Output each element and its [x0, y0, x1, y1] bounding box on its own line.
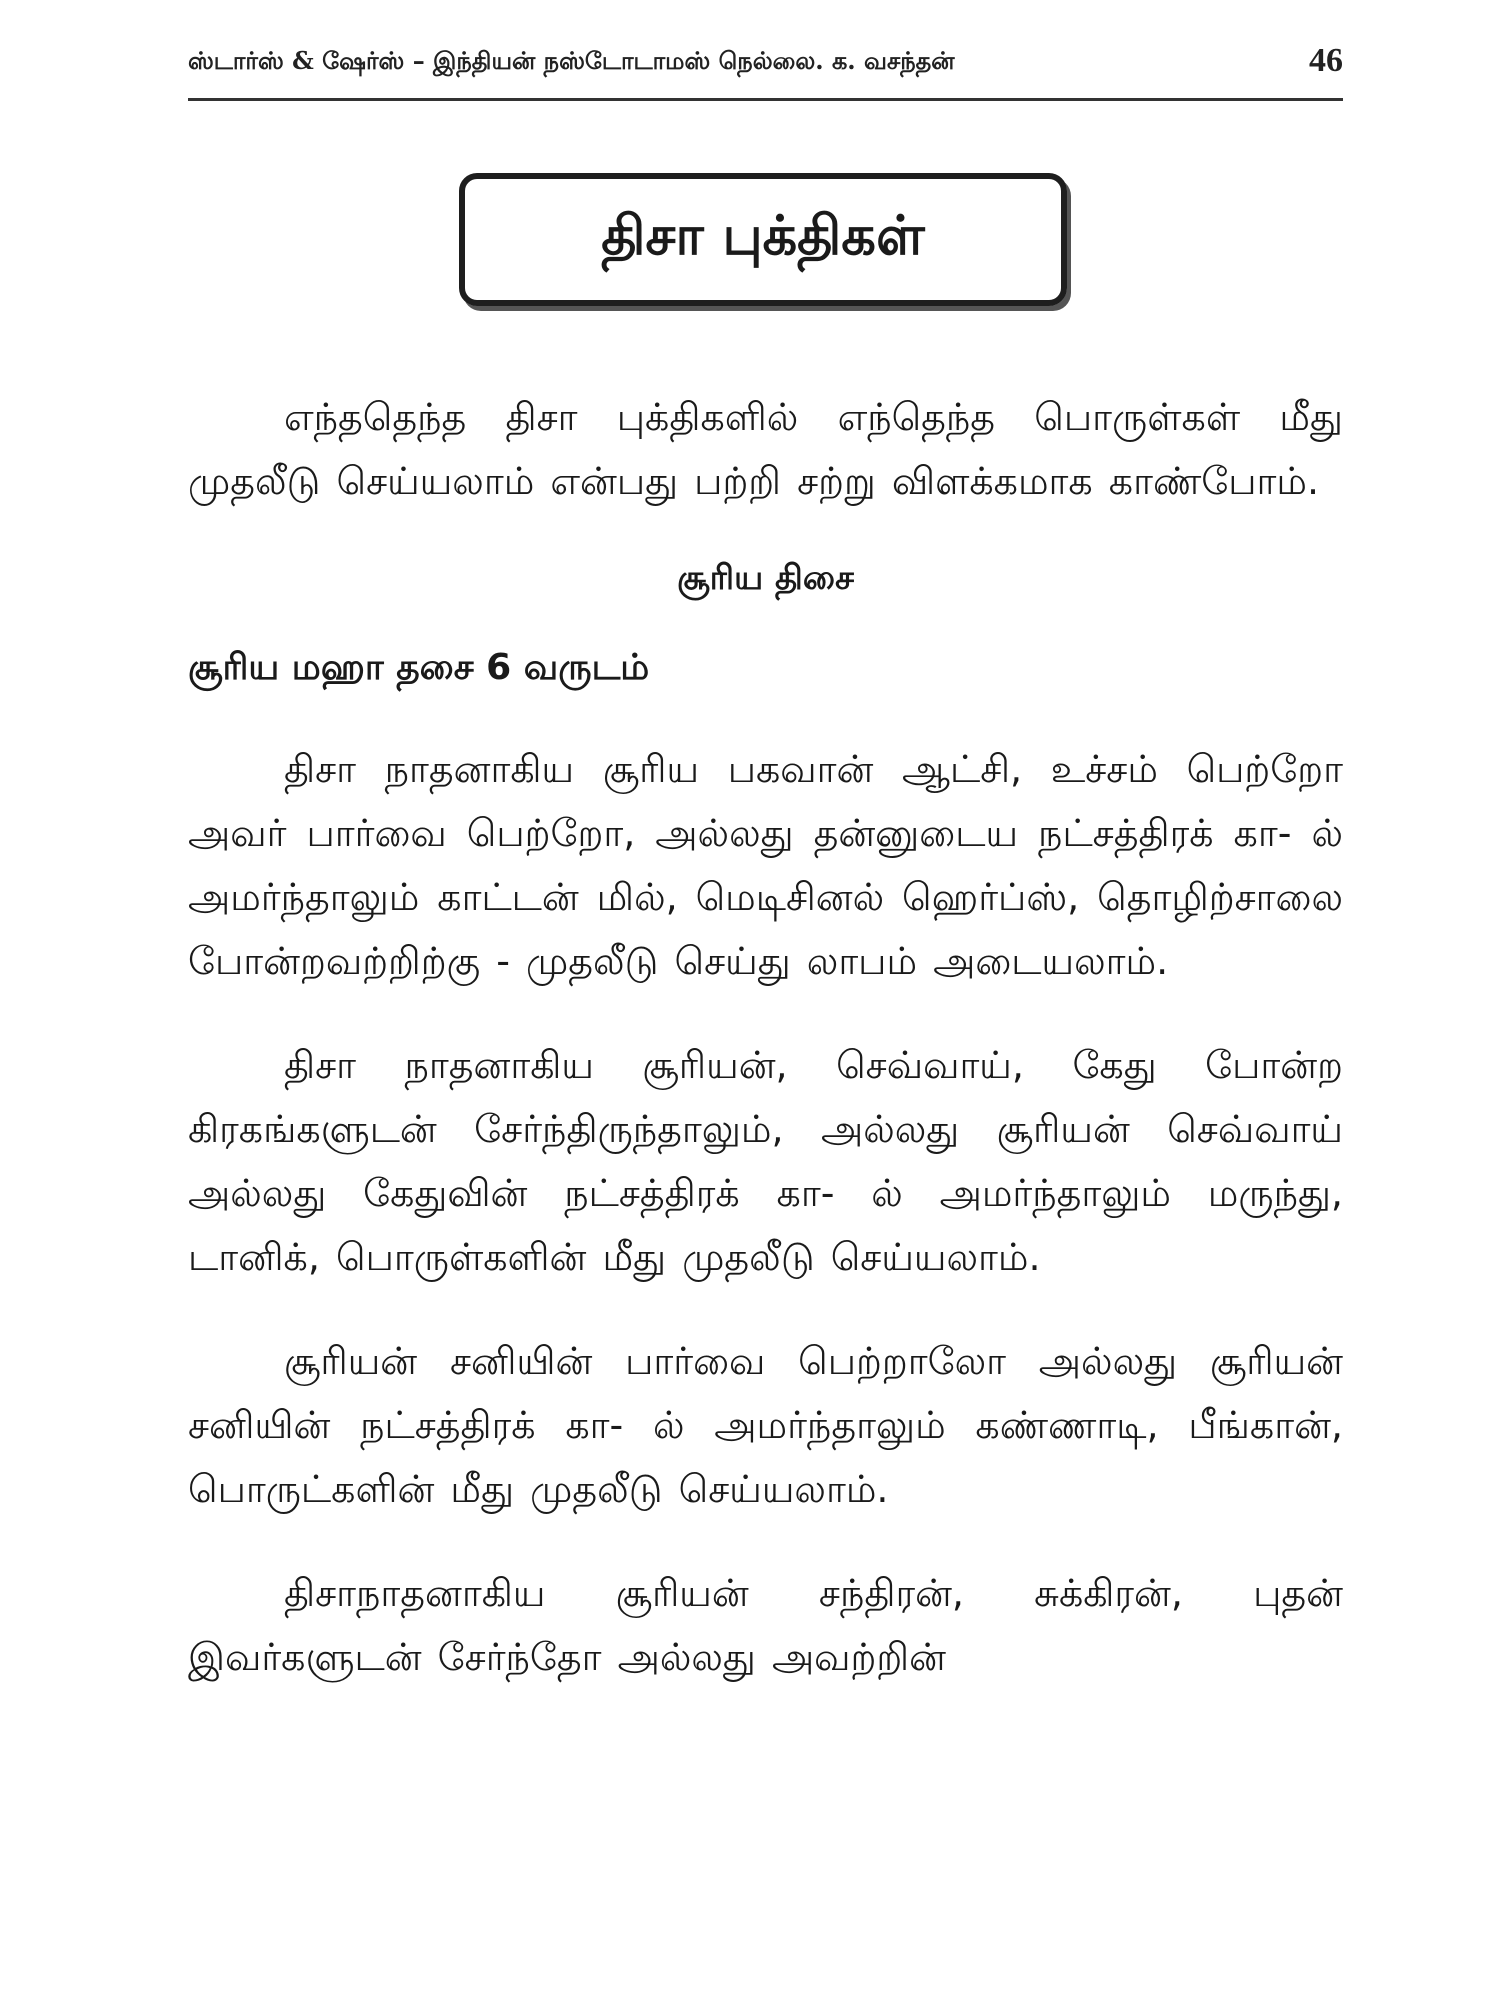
sub-heading: சூரிய மஹா தசை 6 வருடம் — [188, 647, 650, 688]
running-title: ஸ்டார்ஸ் & ஷேர்ஸ் – இந்தியன் நஸ்டோடாமஸ் நெல்லை. க. வசந்தன் — [188, 46, 955, 75]
page-number: 46 — [1309, 42, 1343, 79]
body-paragraph: திசா நாதனாகிய சூரியன், செவ்வாய், கேது போன்ற கிரகங்களுடன் சேர்ந்திருந்தாலும், அல்லது சூரியன் செவ்வாய் அல்லது கேதுவின் நட்சத்திரக் கா- ல் அமர்ந்தாலும் மருந்து, டானிக், பொருள்களின் மீது முதலீடு செய்யலாம். — [188, 1043, 1343, 1279]
body-paragraph: திசாநாதனாகிய சூரியன் சந்திரன், சுக்கிரன், புதன் இவர்களுடன் சேர்ந்தோ அல்லது அவற்றின் — [188, 1571, 1343, 1679]
chapter-title: திசா புக்திகள் — [601, 204, 925, 267]
page-content — [188, 385, 1343, 1729]
header-divider — [188, 98, 1343, 101]
running-header — [188, 42, 1343, 92]
chapter-title-box — [459, 173, 1067, 306]
body-paragraph: சூரியன் சனியின் பார்வை பெற்றாலோ அல்லது சூரியன் சனியின் நட்சத்திரக் கா- ல் அமர்ந்தாலும் கண்ணாடி, பீங்கான், பொருட்களின் மீது முதலீடு செய்யலாம். — [188, 1339, 1343, 1511]
intro-paragraph: எந்ததெந்த திசா புக்திகளில் எந்தெந்த பொருள்கள் மீது முதலீடு செய்யலாம் என்பது பற்றி சற்று விளக்கமாக காண்போம். — [188, 395, 1343, 503]
section-heading: சூரிய திசை — [677, 558, 854, 598]
body-paragraph: திசா நாதனாகிய சூரிய பகவான் ஆட்சி, உச்சம் பெற்றோ அவர் பார்வை பெற்றோ, அல்லது தன்னுடைய நட்சத்திரக் கா- ல் அமர்ந்தாலும் காட்டன் மில், மெடிசினல் ஹெர்ப்ஸ், தொழிற்சாலை போன்றவற்றிற்கு - முதலீடு செய்து லாபம் அடையலாம். — [188, 747, 1343, 983]
